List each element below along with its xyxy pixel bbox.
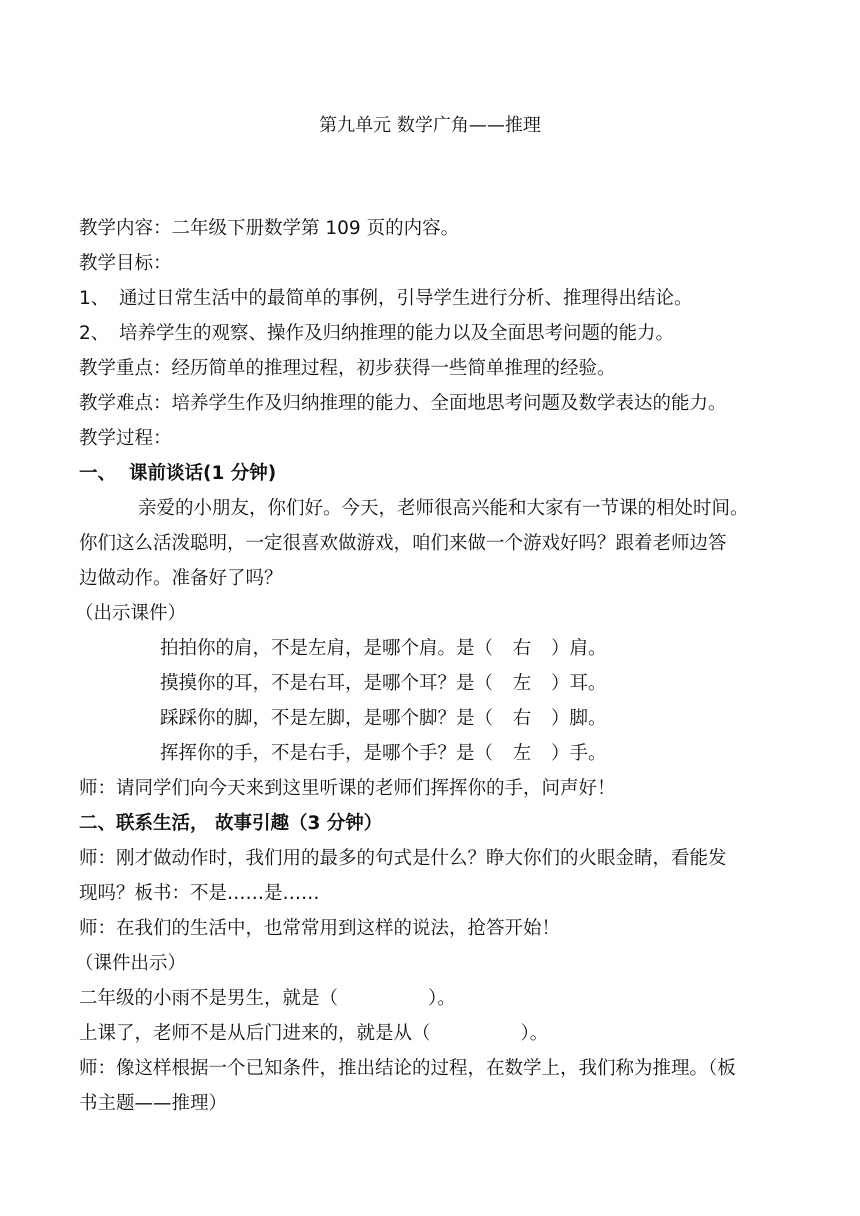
question-text: 上课了，老师不是从后门进来的，就是从（ (79, 1023, 431, 1044)
goals-label: 教学目标： (79, 253, 172, 274)
paragraph-line: 亲爱的小朋友，你们好。今天，老师很高兴能和大家有一节课的相处时间。 (138, 498, 749, 519)
fill-blank-question (79, 982, 456, 1016)
teacher-line: 书主题——推理） (79, 1093, 228, 1114)
page-title: 第九单元 数学广角——推理 (319, 115, 541, 136)
paragraph-line: 边做动作。准备好了吗？ (79, 568, 283, 589)
question-end: ）。 (520, 1023, 549, 1044)
process-label: 教学过程： (79, 428, 172, 449)
difficulty: 教学难点：培养学生作及归纳推理的能力、全面地思考问题及数学表达的能力。 (79, 393, 727, 414)
section-heading-1 (79, 457, 276, 491)
game-line (160, 632, 607, 666)
section-number: 一、 (79, 463, 117, 484)
paragraph-line: 你们这么活泼聪明，一定很喜欢做游戏，咱们来做一个游戏好吗？跟着老师边答 (79, 533, 727, 554)
game-question: 踩踩你的脚，不是左脚，是哪个脚？是（ (160, 708, 494, 729)
game-line (160, 737, 607, 771)
game-end: ）耳。 (551, 673, 607, 694)
goal-number: 1、 (79, 288, 110, 309)
goal-text: 培养学生的观察、操作及归纳推理的能力以及全面思考问题的能力。 (119, 323, 675, 344)
question-end: ）。 (428, 988, 456, 1009)
game-answer: 右 (512, 708, 532, 729)
teacher-line: 师：像这样根据一个已知条件，推出结论的过程，在数学上，我们称为推理。（板 (79, 1058, 736, 1079)
game-question: 拍拍你的肩，不是左肩，是哪个肩。是（ (160, 638, 494, 659)
teacher-line: 师：请同学们向今天来到这里听课的老师们挥挥你的手，问声好！ (79, 778, 616, 799)
game-end: ）肩。 (551, 638, 607, 659)
fill-blank-question (79, 1017, 548, 1051)
teacher-line: 师：刚才做动作时，我们用的最多的句式是什么？睁大你们的火眼金睛，看能发 (79, 848, 727, 869)
teacher-line: 现吗？板书：不是……是…… (79, 883, 320, 904)
key-point: 教学重点：经历简单的推理过程，初步获得一些简单推理的经验。 (79, 358, 616, 379)
game-answer: 左 (512, 743, 532, 764)
goal-number: 2、 (79, 323, 110, 344)
teacher-line: 师：在我们的生活中，也常常用到这样的说法，抢答开始！ (79, 918, 561, 939)
section-title: 课前谈话(1 分钟) (129, 463, 277, 484)
game-answer: 右 (512, 638, 532, 659)
game-question: 摸摸你的耳，不是右耳，是哪个耳？是（ (160, 673, 494, 694)
game-end: ）手。 (551, 743, 607, 764)
game-question: 挥挥你的手，不是右手，是哪个手？是（ (160, 743, 494, 764)
game-end: ）脚。 (551, 708, 607, 729)
goal-text: 通过日常生活中的最简单的事例，引导学生进行分析、推理得出结论。 (119, 288, 693, 309)
question-text: 二年级的小雨不是男生，就是（ (79, 988, 339, 1009)
goal-item (79, 282, 693, 316)
game-line (160, 702, 607, 736)
goal-item (79, 317, 674, 351)
courseware-note: （出示课件） (75, 603, 187, 624)
section-heading-2: 二、联系生活， 故事引趣（3 分钟） (79, 813, 383, 834)
game-answer: 左 (512, 673, 532, 694)
game-line (160, 667, 607, 701)
teaching-content: 教学内容：二年级下册数学第 109 页的内容。 (79, 218, 460, 239)
courseware-note: （课件出示） (75, 953, 187, 974)
